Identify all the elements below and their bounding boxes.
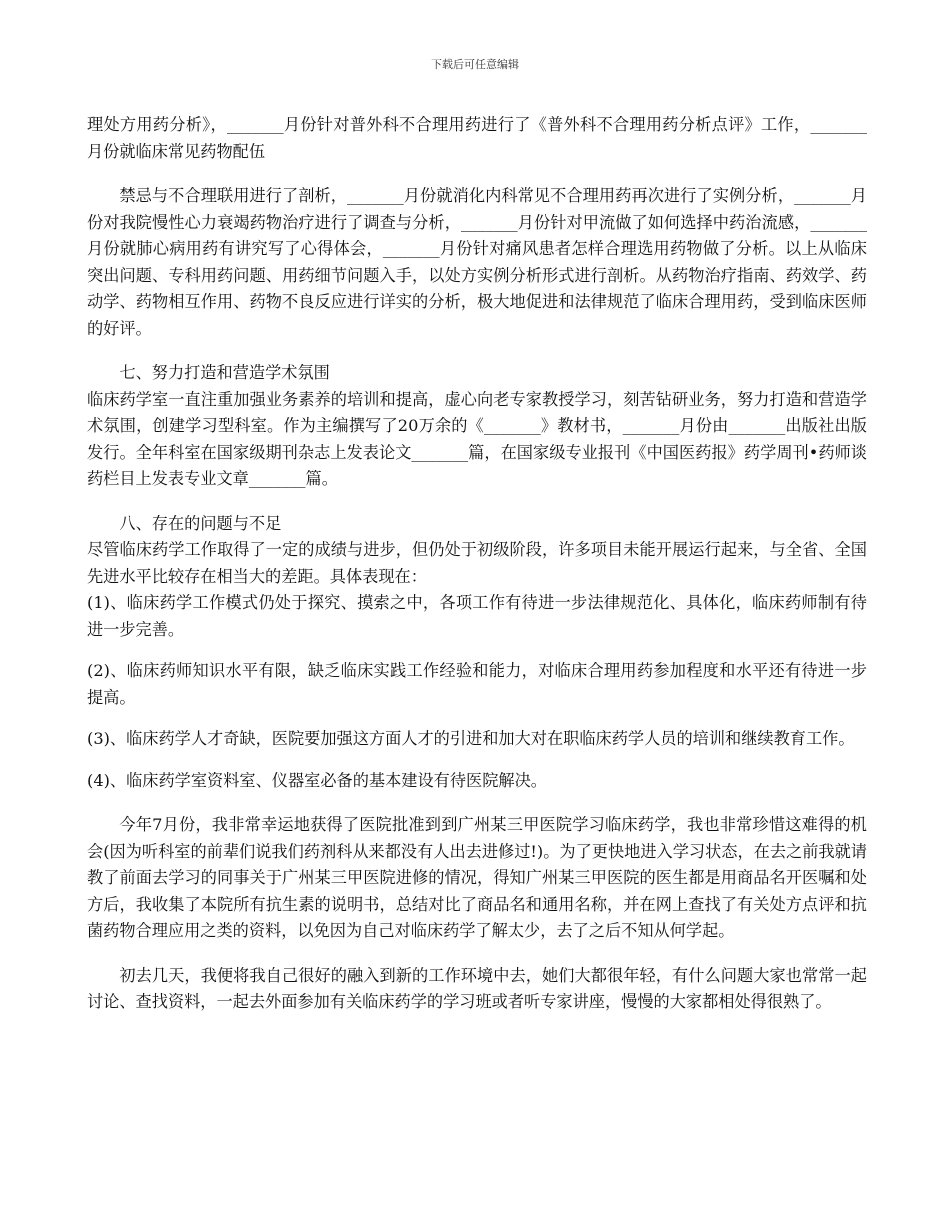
page-header: 下载后可任意编辑 [431, 58, 519, 71]
paragraph-first-days: 初去几天，我便将我自己很好的融入到新的工作环境中去，她们大都很年轻，有什么问题大家也常常一起讨论、查找资料，一起去外面参加有关临床药学的学习班或者听专家讲座，慢慢的大家都相处得很熟了。 [87, 965, 867, 1011]
list-item-problem-3: (3)、临床药学人才奇缺，医院要加强这方面人才的引进和加大对在职临床药学人员的培训和继续教育工作。 [87, 729, 855, 748]
paragraph-problems-intro: 尽管临床药学工作取得了一定的成绩与进步，但仍处于初级阶段，许多项目未能开展运行起来，与全省、全国先进水平比较存在相当大的差距。具体表现在： [87, 540, 867, 586]
list-item-problem-1: (1)、临床药学工作模式仍处于探究、摸索之中，各项工作有待进一步法律规范化、具体化，临床药师制有待进一步完善。 [87, 593, 867, 639]
list-item-problem-4: (4)、临床药学室资料室、仪器室必备的基本建设有待医院解决。 [87, 770, 547, 790]
section-heading-problems: 八、存在的问题与不足 [119, 513, 282, 533]
paragraph-academic: 临床药学室一直注重加强业务素养的培训和提高，虚心向老专家教授学习，刻苦钻研业务，努力打造和营造学术氛围，创建学习型科室。作为主编撰写了20万余的《_______》教材书，_______月份由_______出版社出版发行。全年科室在国家级期刊杂志上发表论文_______篇，在国家级专业报刊《中国医药报》药学周刊•药师谈药栏目上发表专业文章_______篇。 [87, 389, 867, 488]
paragraph-contraindications: 禁忌与不合理联用进行了剖析，_______月份就消化内科常见不合理用药再次进行了实例分析，_______月份对我院慢性心力衰竭药物治疗进行了调查与分析，_______月份针对甲流做了如何选择中药治流感，_______月份就肺心病用药有讲究写了心得体会，_______月份针对痛风患者怎样合理选用药物做了分析。以上从临床突出问题、专科用药问题、用药细节问题入手，以处方实例分析形式进行剖析。从药物治疗指南、药效学、药动学、药物相互作用、药物不良反应进行详实的分析，极大地促进和法律规范了临床合理用药，受到临床医师的好评。 [87, 186, 867, 338]
section-heading-academic: 七、努力打造和营造学术氛围 [119, 363, 330, 382]
paragraph-july-study: 今年7月份，我非常幸运地获得了医院批准到到广州某三甲医院学习临床药学，我也非常珍惜这难得的机会(因为听科室的前辈们说我们药剂科从来都没有人出去进修过!)。为了更快地进入学习状态，在去之前我就请教了前面去学习的同事关于广州某三甲医院进修的情况，得知广州某三甲医院的医生都是用商品名开医嘱和处方后，我收集了本院所有抗生素的说明书，总结对比了商品名和通用名称，并在网上查找了有关处方点评和抗菌药物合理应用之类的资料，以免因为自己对临床药学了解太少，去了之后不知从何学起。 [87, 815, 867, 940]
paragraph-prescription-analysis: 理处方用药分析》，_______月份针对普外科不合理用药进行了《普外科不合理用药分析点评》工作，_______月份就临床常见药物配伍 [87, 115, 867, 161]
document-body [87, 112, 867, 1016]
list-item-problem-2: (2)、临床药师知识水平有限，缺乏临床实践工作经验和能力，对临床合理用药参加程度和水平还有待进一步提高。 [87, 661, 867, 707]
